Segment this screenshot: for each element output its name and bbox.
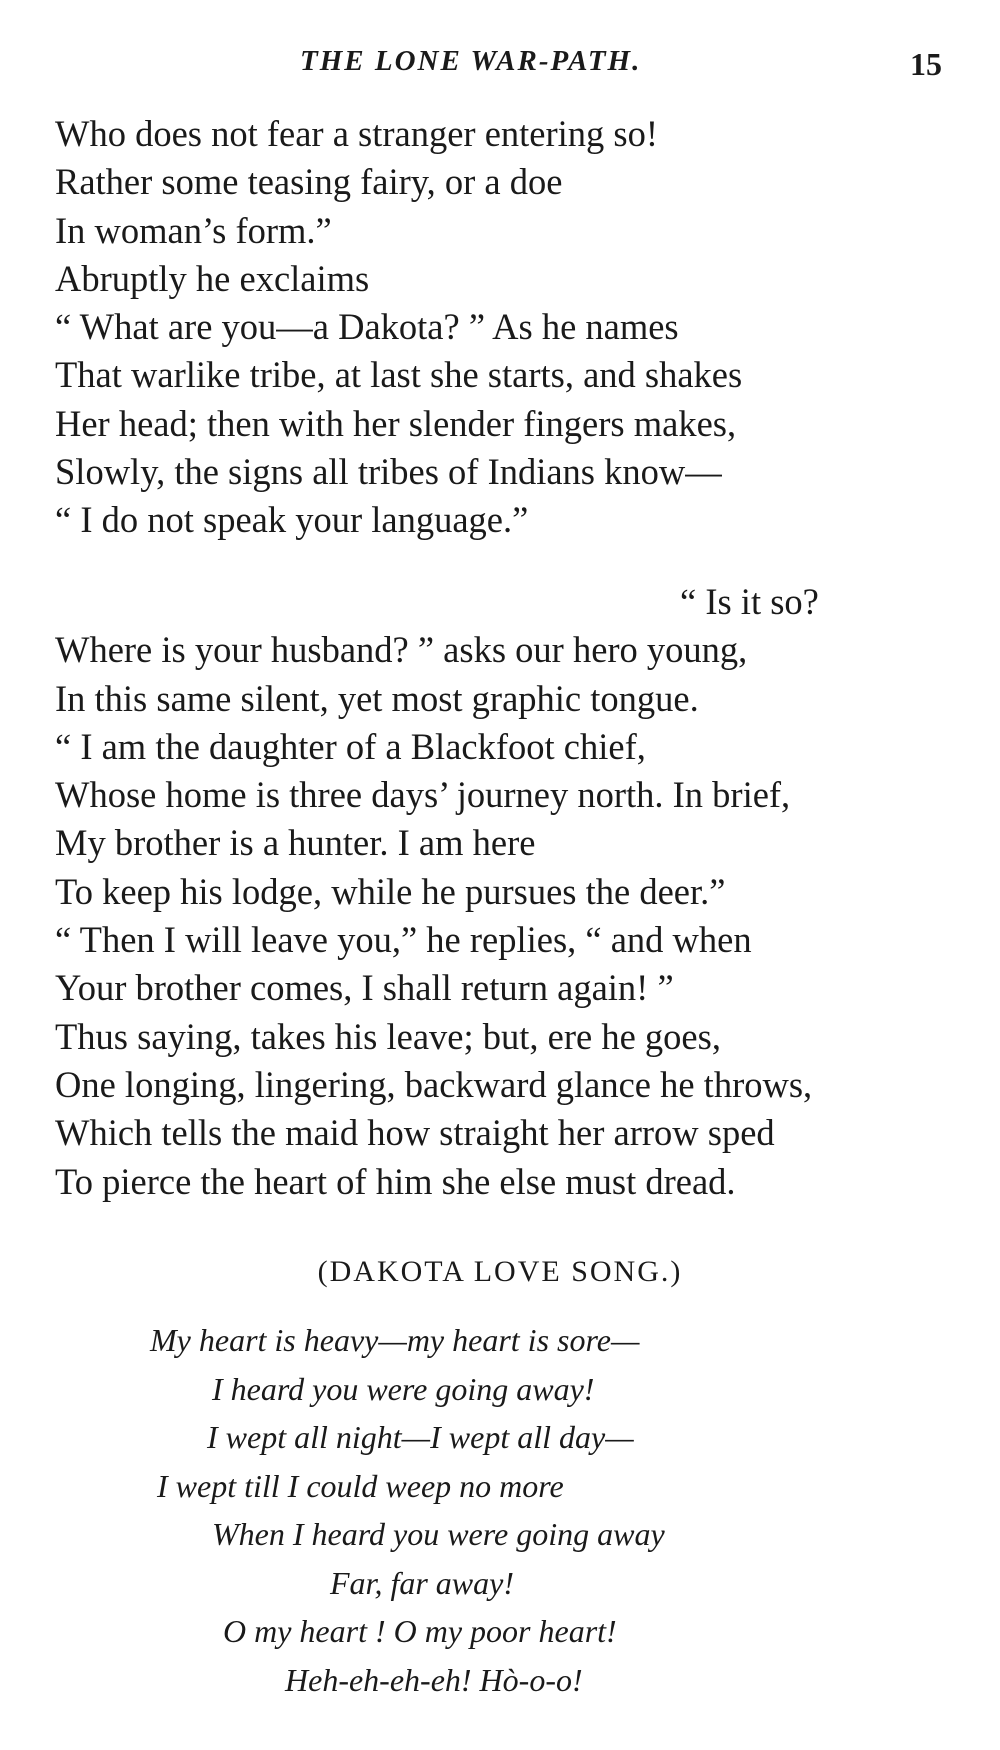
song-line: When I heard you were going away [212, 1516, 665, 1552]
verse-line: “ I do not speak your language.” [55, 499, 529, 541]
verse-line: That warlike tribe, at last she starts, and shakes [55, 354, 743, 396]
page-number: 15 [910, 46, 942, 82]
song-line: I wept all night—I wept all day— [207, 1419, 634, 1455]
verse-line: Thus saying, takes his leave; but, ere he goes, [55, 1015, 721, 1057]
verse-line: “ Then I will leave you,” he replies, “ and when [55, 919, 752, 961]
page-header [0, 40, 1000, 90]
verse-line: “ I am the daughter of a Blackfoot chief, [55, 725, 646, 767]
verse-stanza-1 [55, 110, 955, 545]
verse-line: Whose home is three days’ journey north. In brief, [55, 774, 791, 816]
verse-stanza-2 [55, 578, 955, 1206]
verse-line: “ Is it so? [680, 581, 819, 622]
verse-line: Abruptly he exclaims [55, 257, 370, 299]
verse-line: Which tells the maid how straight her arrow sped [55, 1112, 775, 1154]
verse-line: Where is your husband? ” asks our hero young, [55, 629, 748, 671]
verse-line: Who does not fear a stranger entering so! [55, 113, 659, 154]
song-line: Far, far away! [330, 1564, 514, 1601]
verse-line: Slowly, the signs all tribes of Indians know— [55, 451, 722, 493]
verse-line: To keep his lodge, while he pursues the deer.” [55, 870, 726, 912]
verse-line: Your brother comes, I shall return again! ” [55, 967, 674, 1009]
verse-line: In woman’s form.” [55, 209, 332, 251]
verse-line: “ What are you—a Dakota? ” As he names [55, 306, 679, 348]
verse-line: My brother is a hunter. I am here [55, 822, 536, 864]
song-line: I wept till I could weep no more [157, 1467, 564, 1504]
verse-line: One longing, lingering, backward glance he throws, [55, 1063, 813, 1105]
verse-line: To pierce the heart of him she else must dread. [55, 1160, 736, 1202]
verse-line: Her head; then with her slender fingers makes, [55, 402, 737, 444]
song-title: (DAKOTA LOVE SONG.) [317, 1255, 683, 1288]
song-line: I heard you were going away! [212, 1370, 595, 1407]
verse-line: In this same silent, yet most graphic tongue. [55, 677, 699, 719]
verse-line: Rather some teasing fairy, or a doe [55, 161, 563, 203]
love-song [0, 1316, 1000, 1704]
song-line: Heh-eh-eh-eh! Hò-o-o! [285, 1661, 583, 1698]
running-title: THE LONE WAR-PATH. [300, 45, 642, 77]
song-line: My heart is heavy—my heart is sore— [150, 1322, 640, 1358]
song-line: O my heart ! O my poor heart! [223, 1613, 617, 1649]
